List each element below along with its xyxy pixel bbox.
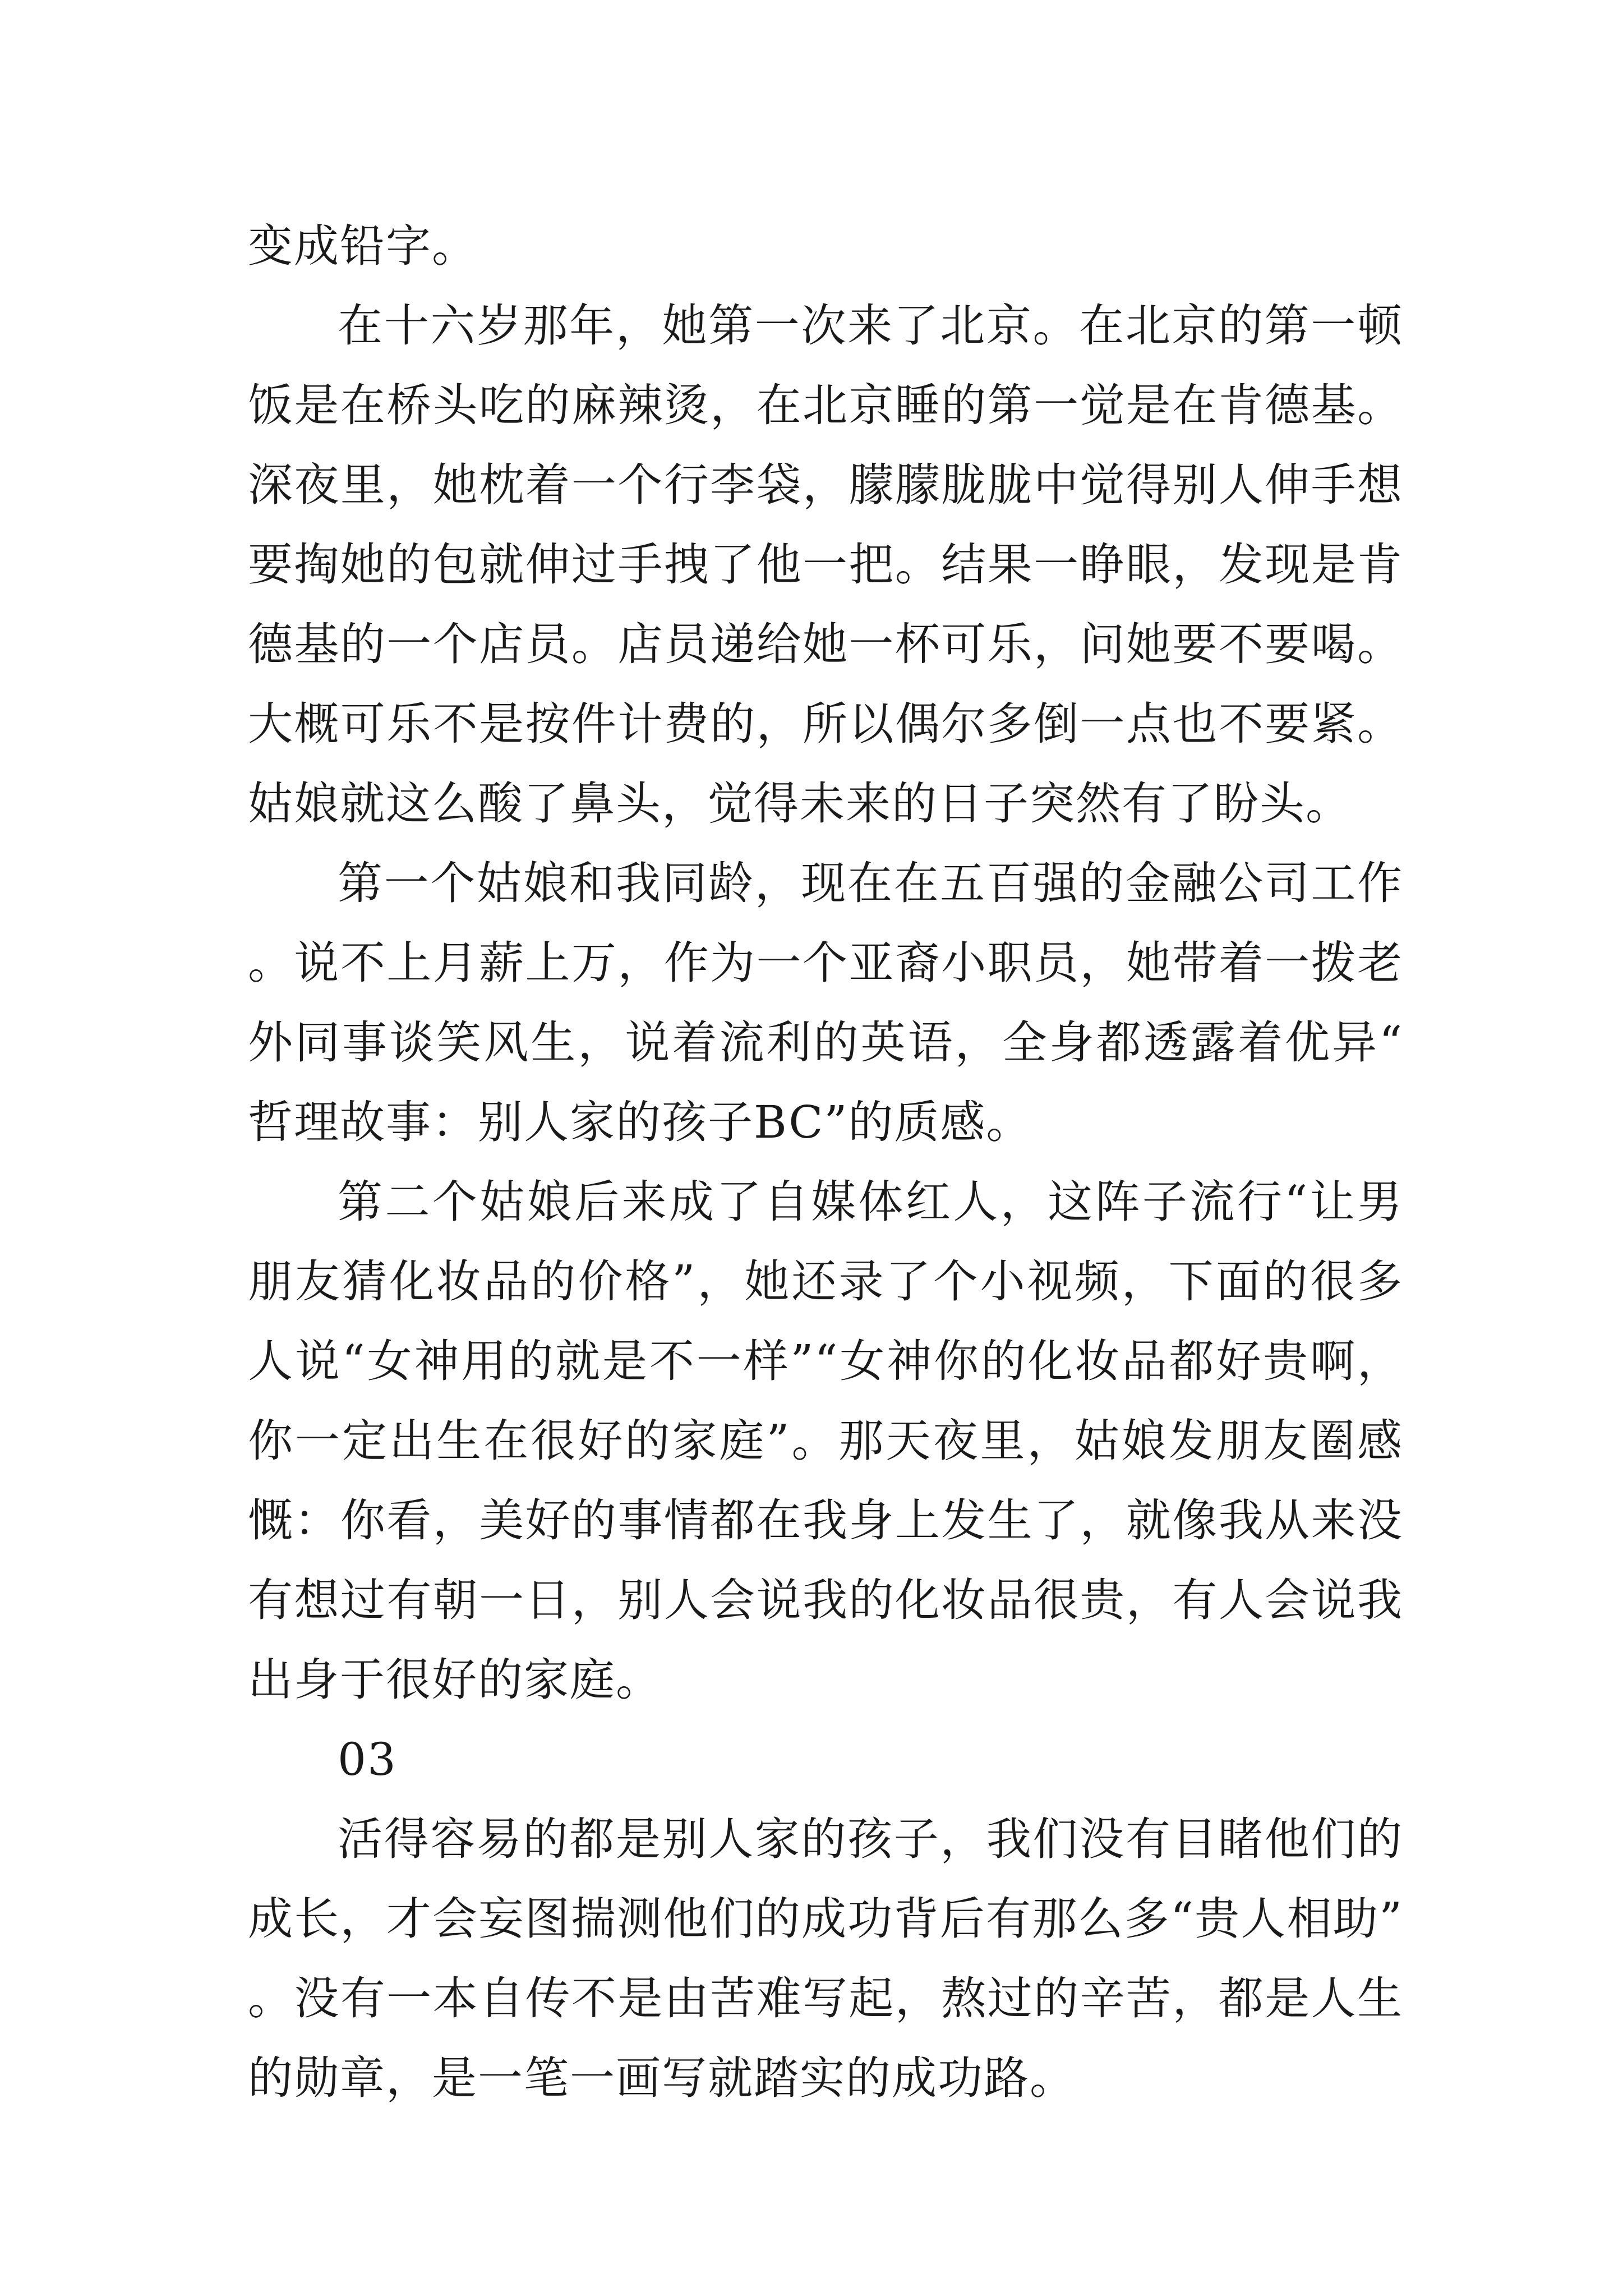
paragraph-2: 在十六岁那年，她第一次来了北京。在北京的第一顿饭是在桥头吃的麻辣烫，在北京睡的第一觉是在肯德基。深夜里，她枕着一个行李袋，朦朦胧胧中觉得别人伸手想要掏她的包就伸过手拽了他一把。结果一睁眼，发现是肯德基的一个店员。店员递给她一杯可乐，问她要不要喝。大概可乐不是按件计费的，所以偶尔多倒一点也不要紧。姑娘就这么酸了鼻头，觉得未来的日子突然有了盼头。 xyxy=(248,300,1403,830)
section-number: 03 xyxy=(338,1733,397,1786)
paragraph-5: 活得容易的都是别人家的孩子，我们没有目睹他们的成长，才会妄图揣测他们的成功背后有那么多“贵人相助”。没有一本自传不是由苦难写起，熬过的辛苦，都是人生的勋章，是一笔一画写就踏实的成功路。 xyxy=(248,1813,1403,2104)
paragraph-4: 第二个姑娘后来成了自媒体红人，这阵子流行“让男朋友猜化妆品的价格”，她还录了个小视频，下面的很多人说“女神用的就是不一样”“女神你的化妆品都好贵啊，你一定出生在很好的家庭”。那天夜里，姑娘发朋友圈感慨：你看，美好的事情都在我身上发生了，就像我从来没有想过有朝一日，别人会说我的化妆品很贵，有人会说我出身于很好的家庭。 xyxy=(248,1176,1403,1706)
paragraph-3: 第一个姑娘和我同龄，现在在五百强的金融公司工作。说不上月薪上万，作为一个亚裔小职员，她带着一拨老外同事谈笑风生，说着流利的英语，全身都透露着优异“哲理故事：别人家的孩子BC”的质感。 xyxy=(248,857,1403,1148)
paragraph-1: 变成铅字。 xyxy=(248,220,478,272)
document-body xyxy=(248,206,1403,2118)
